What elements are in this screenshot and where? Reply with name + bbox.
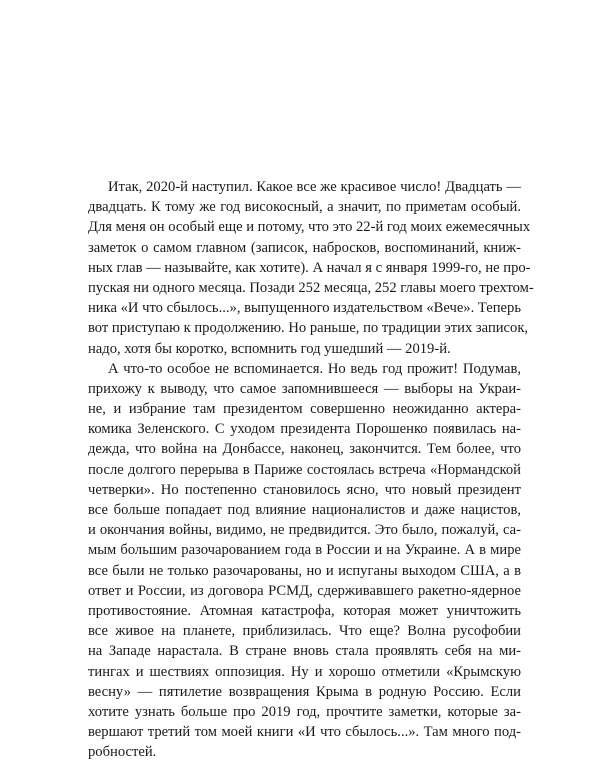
text-line: вершают третий том моей книги «И что сбылось...». Там много под- — [88, 724, 521, 741]
text-line: Итак, 2020-й наступил. Какое все же красивое число! Двадцать — — [108, 179, 521, 195]
text-line: противостояние. Атомная катастрофа, которая может уничтожить — [88, 602, 521, 619]
text-line: пуская ни одного месяца. Позади 252 месяца, 252 главы моего трехтом- — [88, 279, 534, 296]
text-line: ответ и России, из договора РСМД, сдерживавшего ракетно-ядерное — [88, 582, 521, 599]
text-line: ных глав — называйте, как хотите). А начал я с января 1999-го, не про- — [88, 259, 531, 276]
text-line: Для меня он особый еще и потому, что это 22-й год моих ежемесячных — [88, 219, 531, 236]
text-line: на Западе нарастала. В стране вновь стала проявлять себя на ми- — [88, 643, 521, 660]
text-line: все живое на планете, приблизилась. Что еще? Волна русофобии — [88, 623, 521, 640]
text-line: тингах и шествиях оппозиция. Ну и хорошо отметили «Крымскую — [88, 663, 521, 680]
text-line: весну» — пятилетие возвращения Крыма в родную Россию. Если — [88, 683, 521, 700]
text-line: прихожу к выводу, что самое запомнившееся — выборы на Украи- — [88, 380, 521, 397]
text-line: мым большим разочарованием года в России и на Украине. А в мире — [88, 542, 521, 559]
text-line: двадцать. К тому же год високосный, а значит, по приметам особый. — [88, 199, 521, 216]
body-text — [88, 177, 534, 762]
text-line: не, и избрание там президентом совершенно неожиданно актера- — [88, 401, 521, 418]
text-line: А что-то особое не вспоминается. Но ведь год прожит! Подумав, — [108, 360, 521, 377]
text-line: все больше попадает под влияние националистов и даже нацистов, — [88, 502, 521, 518]
text-line: ника «И что сбылось...», выпущенного издательством «Вече». Теперь — [88, 300, 521, 317]
text-line: хотите узнать больше про 2019 год, прочтите заметки, которые за- — [88, 703, 521, 720]
paragraph-1 — [88, 177, 534, 359]
text-line: после долгого перерыва в Париже состоялась встреча «Нормандской — [88, 461, 521, 478]
text-line: комика Зеленского. С уходом президента Порошенко появилась на- — [88, 421, 521, 438]
text-line: все были не только разочарованы, но и испуганы выходом США, а в — [88, 562, 521, 579]
text-line: вот приступаю к продолжению. Но раньше, по традиции этих записок, — [88, 320, 529, 337]
paragraph-2 — [88, 359, 521, 762]
text-line: дежда, что война на Донбассе, наконец, закончится. Тем более, что — [88, 441, 521, 458]
text-line: надо, хотя бы коротко, вспомнить год ушедший — 2019-й. — [88, 340, 451, 357]
text-line: четверки». Но постепенно становилось ясно, что новый президент — [88, 481, 521, 498]
text-line: заметок о самом главном (записок, набросков, воспоминаний, книж- — [88, 239, 521, 256]
text-line: и окончания войны, видимо, не предвидится. Это было, пожалуй, са- — [88, 522, 521, 539]
text-line: робностей. — [88, 744, 157, 761]
